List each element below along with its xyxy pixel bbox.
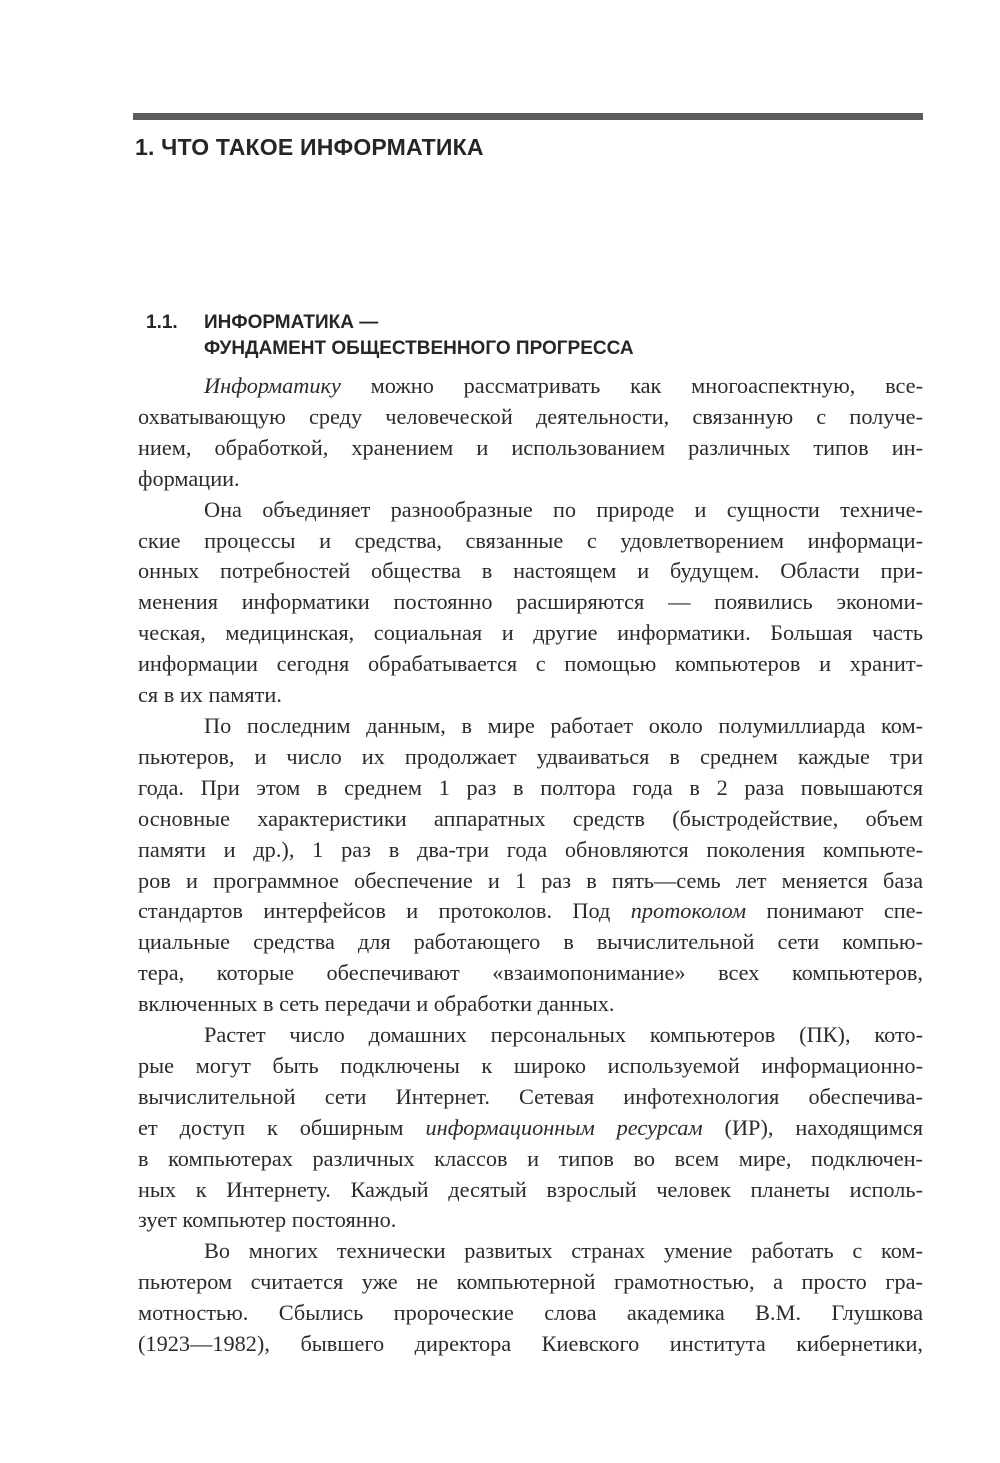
text-line bbox=[138, 433, 923, 464]
body-text bbox=[138, 371, 923, 1360]
text-line bbox=[138, 1020, 923, 1051]
text-line bbox=[138, 1236, 923, 1267]
text-line bbox=[138, 1082, 923, 1113]
text-run: охватывающую среду человеческой деятельности, связанную с получе- bbox=[138, 403, 923, 429]
text-line bbox=[138, 1113, 923, 1144]
text-line bbox=[138, 835, 923, 866]
text-run: Растет число домашних персональных компьютеров (ПК), кото- bbox=[204, 1022, 923, 1048]
text-run: Она объединяет разнообразные по природе и сущности техниче- bbox=[204, 496, 923, 522]
text-line bbox=[138, 649, 923, 680]
text-line bbox=[138, 866, 923, 897]
text-line bbox=[138, 1144, 923, 1175]
text-run: включенных в сеть передачи и обработки данных. bbox=[138, 991, 615, 1017]
text-line bbox=[138, 495, 923, 526]
text-line bbox=[138, 1329, 923, 1360]
paragraph bbox=[138, 1236, 923, 1360]
text-line bbox=[138, 371, 923, 402]
text-run: ские процессы и средства, связанные с удовлетворением информаци- bbox=[138, 527, 923, 553]
text-line bbox=[138, 804, 923, 835]
paragraph bbox=[138, 495, 923, 711]
text-line bbox=[138, 618, 923, 649]
section-number: 1.1. bbox=[146, 312, 178, 333]
text-run: основные характеристики аппаратных средств (быстродействие, объем bbox=[138, 805, 923, 831]
text-run: ет доступ к обширным bbox=[138, 1114, 426, 1140]
text-run: в компьютерах различных классов и типов во всем мире, подключен- bbox=[138, 1145, 923, 1171]
text-line bbox=[138, 1175, 923, 1206]
text-run: менения информатики постоянно расширяются — появились экономи- bbox=[138, 589, 923, 615]
section-title-line-1: ИНФОРМАТИКА — bbox=[204, 312, 379, 333]
text-run: пьютером считается уже не компьютерной грамотностью, а просто гра- bbox=[138, 1269, 923, 1295]
text-line bbox=[138, 927, 923, 958]
text-run: рые могут быть подключены к широко используемой информационно- bbox=[138, 1052, 923, 1078]
text-run: понимают спе- bbox=[746, 898, 923, 924]
text-run: формации. bbox=[138, 465, 240, 491]
text-line bbox=[138, 1267, 923, 1298]
paragraph bbox=[138, 371, 923, 495]
text-run: можно рассматривать как многоаспектную, все- bbox=[340, 373, 923, 398]
text-run: онных потребностей общества в настоящем и будущем. Области при- bbox=[138, 558, 923, 584]
text-run: зует компьютер постоянно. bbox=[138, 1207, 397, 1233]
text-run: (ИР), находящимся bbox=[702, 1114, 923, 1140]
text-run: мотностью. Сбылись пророческие слова академика В.М. Глушкова bbox=[138, 1300, 923, 1326]
text-run: Во многих технически развитых странах умение работать с ком- bbox=[204, 1238, 923, 1264]
text-run: нием, обработкой, хранением и использованием различных типов ин- bbox=[138, 434, 923, 460]
text-line bbox=[138, 556, 923, 587]
text-line bbox=[138, 464, 923, 495]
text-run: памяти и др.), 1 раз в два-три года обновляются поколения компьюте- bbox=[138, 836, 923, 862]
text-line bbox=[138, 896, 923, 927]
text-line bbox=[138, 1298, 923, 1329]
text-line bbox=[138, 773, 923, 804]
chapter-title: 1. ЧТО ТАКОЕ ИНФОРМАТИКА bbox=[135, 134, 484, 160]
text-line bbox=[138, 587, 923, 618]
section-title-line-2: ФУНДАМЕНТ ОБЩЕСТВЕННОГО ПРОГРЕССА bbox=[204, 338, 634, 359]
text-run: тера, которые обеспечивают «взаимопонимание» всех компьютеров, bbox=[138, 960, 923, 986]
italic-term: Информатику bbox=[204, 373, 341, 398]
text-run: По последним данным, в мире работает около полумиллиарда ком- bbox=[204, 712, 923, 738]
text-run: (1923—1982), бывшего директора Киевского института кибернетики, bbox=[138, 1331, 923, 1357]
text-line bbox=[138, 680, 923, 711]
text-line bbox=[138, 742, 923, 773]
text-run: циальные средства для работающего в вычислительной сети компью- bbox=[138, 929, 923, 955]
text-run: стандартов интерфейсов и протоколов. Под bbox=[138, 898, 631, 924]
text-line bbox=[138, 1051, 923, 1082]
text-line bbox=[138, 989, 923, 1020]
text-run: ческая, медицинская, социальная и другие информатики. Большая часть bbox=[138, 620, 923, 646]
section-heading bbox=[146, 310, 634, 362]
italic-term: протоколом bbox=[630, 898, 747, 924]
text-run: ров и программное обеспечение и 1 раз в пять—семь лет меняется база bbox=[138, 867, 923, 893]
text-run: пьютеров, и число их продолжает удваиваться в среднем каждые три bbox=[138, 743, 923, 769]
text-run: информации сегодня обрабатывается с помощью компьютеров и хранит- bbox=[138, 651, 923, 677]
header-rule bbox=[133, 113, 923, 120]
paragraph bbox=[138, 711, 923, 1020]
text-line bbox=[138, 526, 923, 557]
text-line bbox=[138, 1205, 923, 1236]
text-run: ся в их памяти. bbox=[138, 682, 282, 708]
text-run: года. При этом в среднем 1 раз в полтора года в 2 раза повышаются bbox=[138, 774, 923, 800]
text-run: ных к Интернету. Каждый десятый взрослый человек планеты исполь- bbox=[138, 1176, 923, 1202]
text-line bbox=[138, 958, 923, 989]
italic-term: информационным ресурсам bbox=[425, 1114, 703, 1140]
text-line bbox=[138, 402, 923, 433]
text-line bbox=[138, 711, 923, 742]
paragraph bbox=[138, 1020, 923, 1236]
text-run: вычислительной сети Интернет. Сетевая инфотехнология обеспечива- bbox=[138, 1083, 923, 1109]
